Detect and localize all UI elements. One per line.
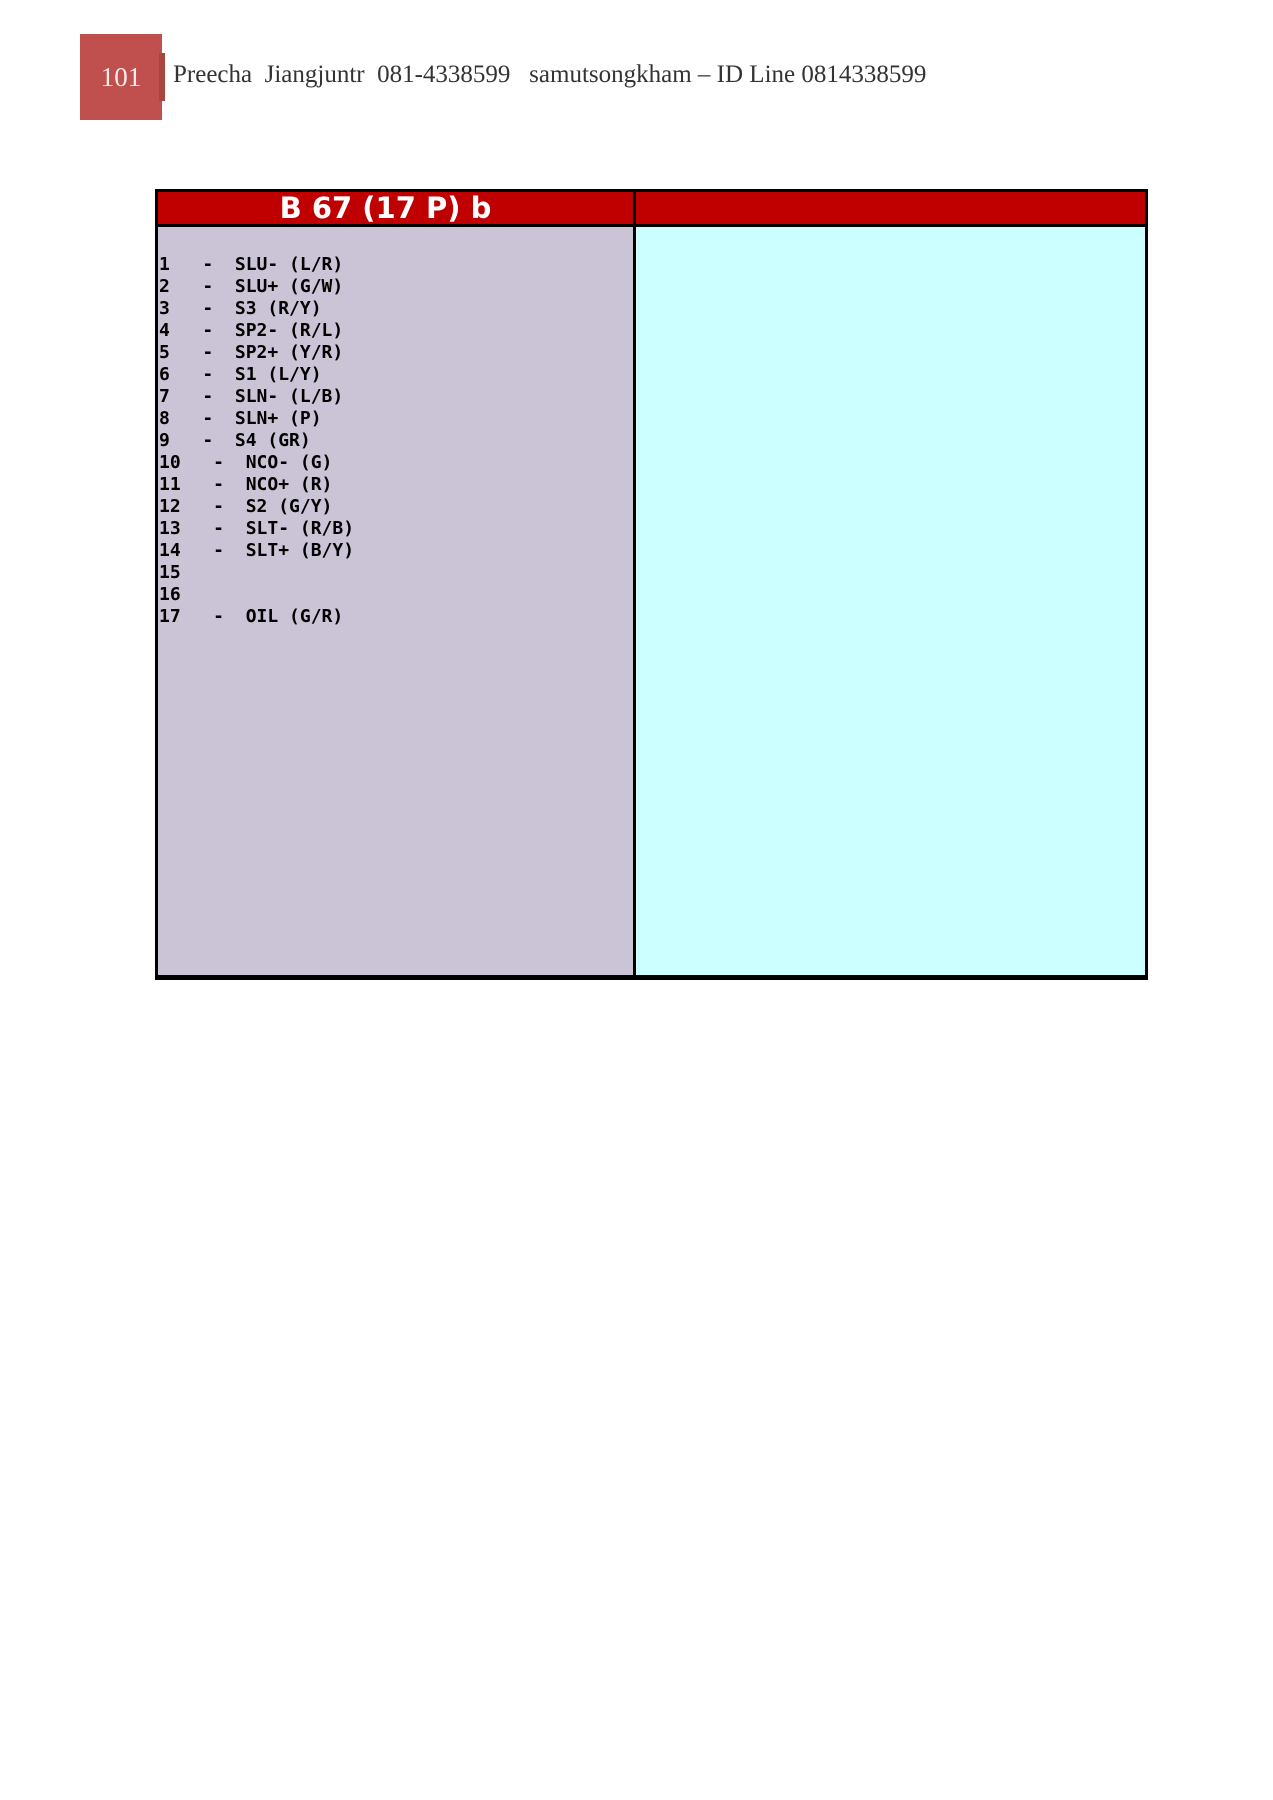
pin-line-7: 7 - SLN- (L/B) xyxy=(159,386,344,407)
pin-line-10: 10 - NCO- (G) xyxy=(159,452,333,473)
header-contact-line: Preecha Jiangjuntr 081-4338599 samutsongkham – ID Line 0814338599 xyxy=(173,61,927,88)
pin-list-cell xyxy=(158,227,633,975)
pin-line-1: 1 - SLU- (L/R) xyxy=(159,254,344,275)
pin-line-15: 15 xyxy=(159,562,181,583)
connector-pinout-table xyxy=(155,189,1148,980)
page-number: 101 xyxy=(100,61,142,92)
pin-line-17: 17 - OIL (G/R) xyxy=(159,606,344,627)
pin-line-16: 16 xyxy=(159,584,181,605)
pin-line-14: 14 - SLT+ (B/Y) xyxy=(159,540,355,561)
page-number-box xyxy=(80,34,162,120)
pin-line-13: 13 - SLT- (R/B) xyxy=(159,518,355,539)
pin-line-9: 9 - S4 (GR) xyxy=(159,430,311,451)
page-number-accent-strip xyxy=(159,53,165,101)
pin-line-11: 11 - NCO+ (R) xyxy=(159,474,333,495)
pin-line-2: 2 - SLU+ (G/W) xyxy=(159,276,344,297)
pin-line-8: 8 - SLN+ (P) xyxy=(159,408,322,429)
table-title-cell xyxy=(158,192,633,224)
pin-line-5: 5 - SP2+ (Y/R) xyxy=(159,342,344,363)
connector-title: B 67 (17 P) b xyxy=(279,191,492,225)
pin-line-12: 12 - S2 (G/Y) xyxy=(159,496,333,517)
pin-line-3: 3 - S3 (R/Y) xyxy=(159,298,322,319)
pin-line-6: 6 - S1 (L/Y) xyxy=(159,364,322,385)
pin-line-4: 4 - SP2- (R/L) xyxy=(159,320,344,341)
table-header-right-cell xyxy=(636,192,1145,224)
diagram-cell xyxy=(636,227,1145,975)
